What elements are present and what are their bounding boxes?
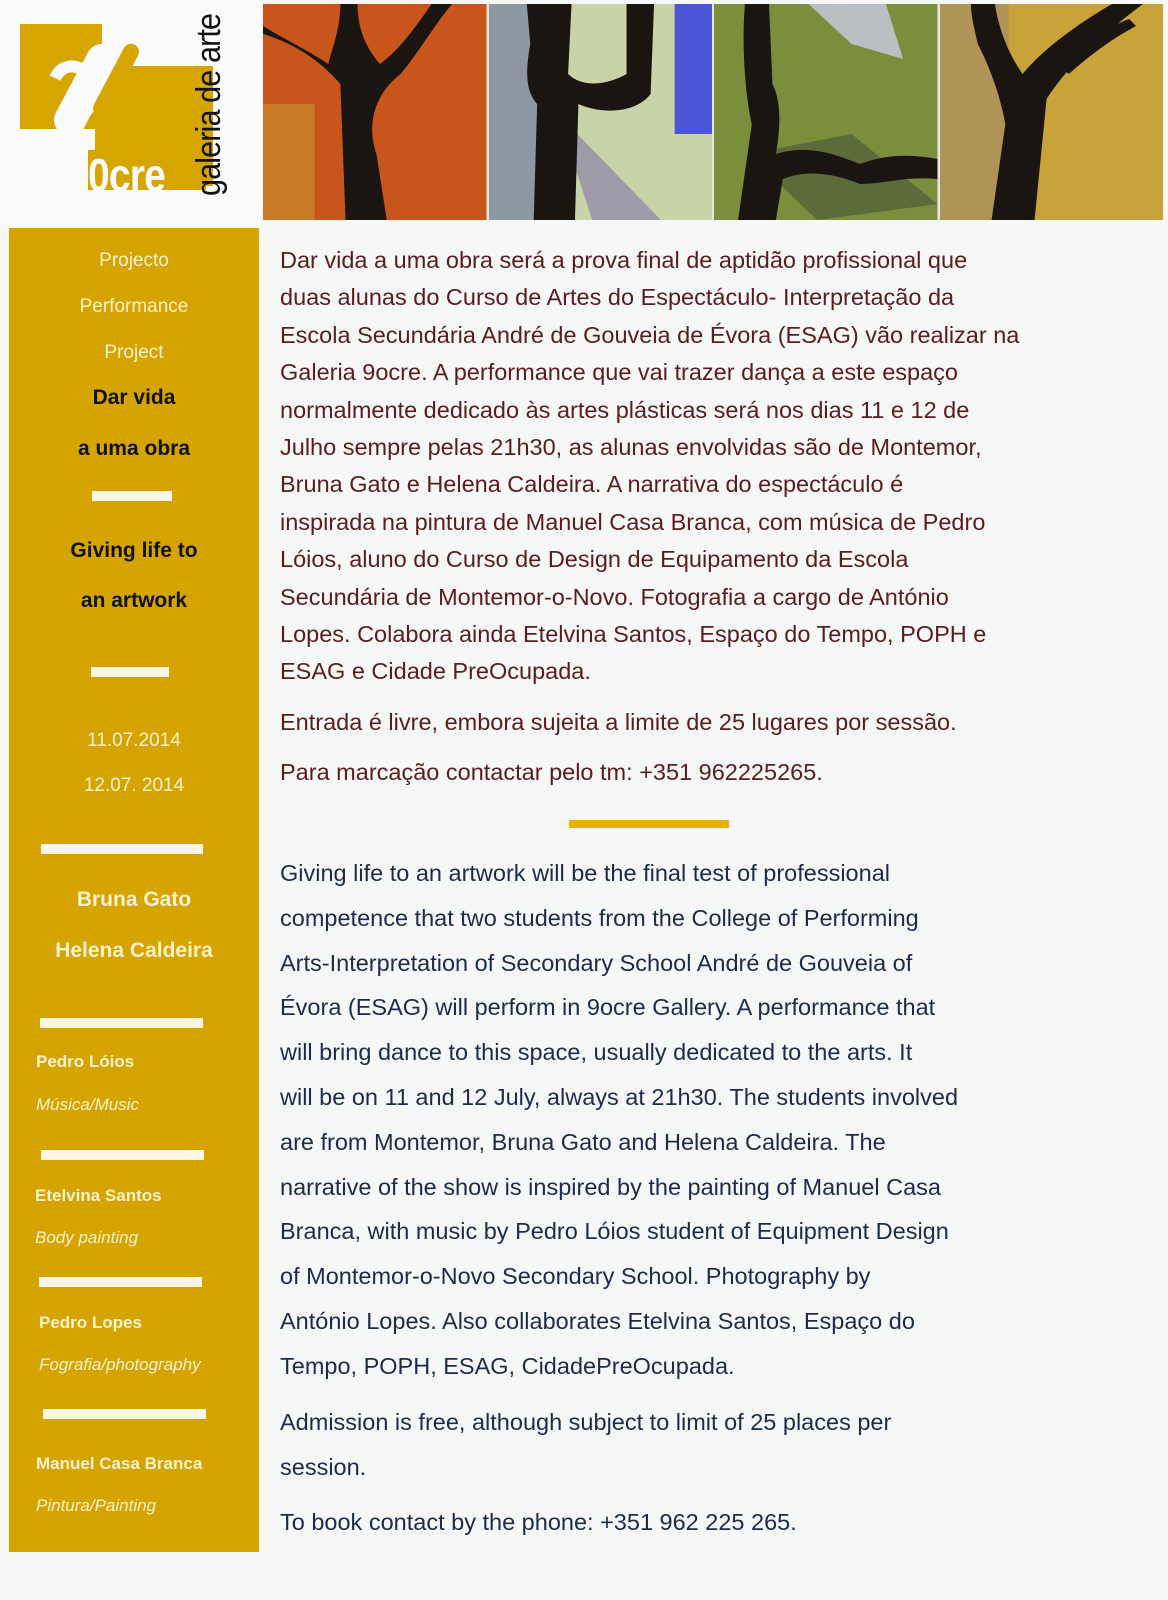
- sidebar-divider: [91, 667, 169, 677]
- credit-name: Pedro Lóios: [36, 1052, 135, 1071]
- language-divider: [569, 820, 729, 828]
- title-pt-line-2: a uma obra: [77, 437, 191, 460]
- project-label-pt: Projecto: [99, 250, 169, 271]
- text-line: Évora (ESAG) will perform in 9ocre Gallery. A performance that: [280, 994, 936, 1021]
- event-date-1: 11.07.2014: [87, 730, 181, 751]
- text-line: António Lopes. Also collaborates Etelvina Santos, Espaço do: [280, 1307, 915, 1334]
- credit-role: Pintura/Painting: [36, 1496, 157, 1515]
- painting-panel-green: [714, 4, 938, 220]
- text-line: Lopes. Colabora ainda Etelvina Santos, Espaço do Tempo, POPH e: [280, 621, 987, 648]
- text-line: Arts-Interpretation of Secondary School André de Gouveia of: [280, 949, 913, 976]
- text-line: Escola Secundária André de Gouveia de Évora (ESAG) vão realizar na: [280, 321, 1020, 348]
- sidebar-divider: [92, 491, 172, 501]
- sidebar-divider: [40, 1018, 203, 1028]
- text-line: Tempo, POPH, ESAG, CidadePreOcupada.: [280, 1352, 735, 1379]
- text-line: inspirada na pintura de Manuel Casa Branca, com música de Pedro: [280, 508, 986, 535]
- admission-pt: Entrada é livre, embora sujeita a limite de 25 lugares por sessão.: [280, 709, 957, 735]
- credit-name: Manuel Casa Branca: [36, 1454, 203, 1473]
- text-line: of Montemor-o-Novo Secondary School. Photography by: [280, 1263, 871, 1290]
- event-info-sidebar: [9, 228, 259, 1552]
- sidebar-divider: [41, 1150, 204, 1160]
- sidebar-divider: [43, 1409, 206, 1419]
- text-line: normalmente dedicado às artes plásticas será nos dias 11 e 12 de: [280, 396, 970, 423]
- painting-banner: [263, 4, 1163, 220]
- text-line: will be on 11 and 12 July, always at 21h30. The students involved: [280, 1083, 959, 1110]
- performer-name: Helena Caldeira: [55, 939, 213, 962]
- painting-panel-yellow: [940, 4, 1164, 220]
- project-label-en-2: Project: [104, 342, 164, 363]
- text-line: Branca, with music by Pedro Lóios student of Equipment Design: [280, 1218, 949, 1245]
- text-line: ESAG e Cidade PreOcupada.: [280, 658, 591, 685]
- text-line: Bruna Gato e Helena Caldeira. A narrativa do espectáculo é: [280, 471, 904, 498]
- painting-panel-orange: [263, 4, 487, 220]
- text-line: Giving life to an artwork will be the final test of professional: [280, 860, 890, 886]
- credit-name: Etelvina Santos: [35, 1186, 162, 1205]
- text-line: Galeria 9ocre. A performance que vai trazer dança a este espaço: [280, 359, 958, 386]
- admission-en-line-2: session.: [280, 1454, 367, 1480]
- text-line: will bring dance to this space, usually dedicated to the arts. It: [280, 1039, 913, 1066]
- text-line: competence that two students from the College of Performing: [280, 904, 919, 931]
- description-en: [280, 851, 958, 1389]
- sidebar-divider: [39, 1277, 202, 1287]
- text-line: Lóios, aluno do Curso de Design de Equipamento da Escola: [280, 546, 909, 573]
- text-line: duas alunas do Curso de Artes do Espectáculo- Interpretação da: [280, 284, 955, 311]
- credit-role: Body painting: [35, 1228, 139, 1247]
- text-line: are from Montemor, Bruna Gato and Helena Caldeira. The: [280, 1128, 886, 1155]
- text-line: Dar vida a uma obra será a prova final de aptidão profissional que: [280, 247, 968, 273]
- painting-panel-grey: [489, 4, 713, 220]
- title-pt-line-1: Dar vida: [92, 386, 176, 409]
- credit-role: Música/Music: [36, 1095, 139, 1114]
- text-line: Julho sempre pelas 21h30, as alunas envolvidas são de Montemor,: [280, 434, 982, 461]
- logo-wordmark: 0cre: [88, 149, 166, 201]
- gallery-logo: [0, 0, 262, 225]
- event-date-2: 12.07. 2014: [83, 775, 185, 796]
- title-en-line-2: an artwork: [80, 589, 188, 612]
- credit-name: Pedro Lopes: [39, 1313, 142, 1332]
- description-pt: [280, 242, 1019, 691]
- text-line: narrative of the show is inspired by the painting of Manuel Casa: [280, 1173, 941, 1200]
- sidebar-divider: [41, 844, 203, 854]
- booking-pt: Para marcação contactar pelo tm: +351 962225265.: [280, 759, 823, 785]
- logo-tagline: galeria de arte: [190, 13, 228, 197]
- performer-name: Bruna Gato: [76, 888, 192, 911]
- title-en-line-1: Giving life to: [70, 539, 198, 562]
- project-label-en-1: Performance: [79, 296, 189, 317]
- text-line: Secundária de Montemor-o-Novo. Fotografia a cargo de António: [280, 583, 949, 610]
- admission-en-line-1: Admission is free, although subject to limit of 25 places per: [280, 1409, 892, 1435]
- credit-role: Fografia/photography: [39, 1355, 201, 1374]
- booking-en: To book contact by the phone: +351 962 225 265.: [280, 1509, 797, 1535]
